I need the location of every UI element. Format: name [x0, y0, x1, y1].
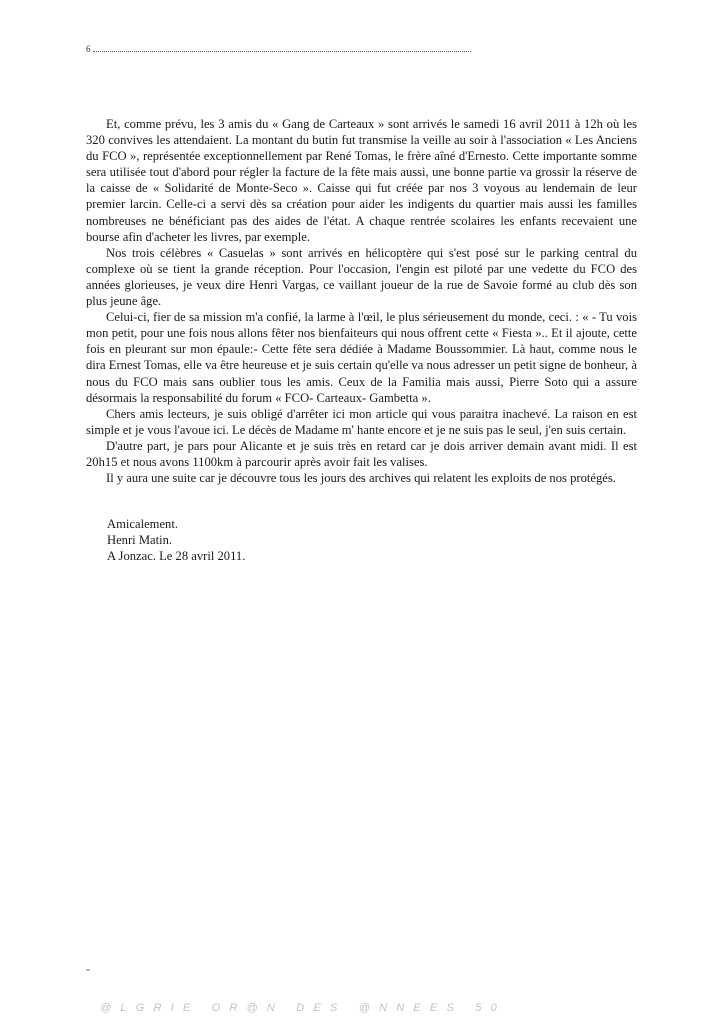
page-header — [86, 44, 471, 54]
paragraph: D'autre part, je pars pour Alicante et je suis très en retard car je dois arriver demain avant midi. Il est 20h15 et nous avons 1100km à parcourir après avoir fait les valises. — [86, 438, 637, 469]
paragraph: Nos trois célèbres « Casuelas » sont arrivés en hélicoptère qui s'est posé sur le parking central du complexe où se tient la grande réception. Pour l'occasion, l'engin est piloté par une vedette du FCO des années glorieuses, je veux dire Henri Vargas, ce vaillant joueur de la rue de Savoie formé au club dès son plus jeune âge. — [86, 245, 637, 309]
header-dotted-rule — [93, 51, 471, 52]
signature-block — [107, 516, 245, 564]
page-number: 6 — [86, 44, 91, 54]
signature-place-date: A Jonzac. Le 28 avril 2011. — [107, 549, 246, 564]
signature-author: Henri Matin. — [107, 533, 173, 548]
signature-closing: Amicalement. — [107, 517, 178, 531]
paragraph: Il y aura une suite car je découvre tous les jours des archives qui relatent les exploits de nos protégés. — [106, 471, 616, 486]
paragraph: Celui-ci, fier de sa mission m'a confié, la larme à l'œil, le plus sérieusement du monde, ceci. : « - Tu vois mon petit, pour une fois nous allons fêter nos bienfaiteurs qui nous offrent cette « Fiesta ».. Et il ajoute, cette fois en pleurant sur mon épaule:- Cette fête sera dédiée à Madame Boussommier. Là haut, comme nous le dira Ernest Tomas, elle va être heureuse et je suis certain qu'elle va nous adresser un petit signe de bonheur, à nous du FCO mais sans oublier tous les amis. Ceux de la Familia mais aussi, Pierre Soto qui a assure désormais la responsabilité du forum « FCO- Carteaux- Gambetta ». — [86, 310, 637, 405]
article-body — [86, 116, 637, 486]
paragraph: Et, comme prévu, les 3 amis du « Gang de Carteaux » sont arrivés le samedi 16 avril 2011 à 12h où les 320 convives les attendaient. La montant du butin fut transmise la veille au soir à l'association « Les Anciens du FCO », représentée exceptionnellement par René Tomas, le frère aîné d'Ernesto. Cette importante somme sera utilisée tout d'abord pour régler la facture de la fête mais aussi, une bonne partie va grossir la réserve de la caisse de « Solidarité de Monte-Seco ». Caisse qui fut créée par nos 3 voyous au lendemain de leur premier larcin. Celle-ci a servi dès sa création pour aider les indigents du quartier mais aussi les familles nombreuses ne bénéficiant pas des aides de l'état. A chaque rentrée scolaires les enfants recevaient une bourse afin d'acheter les livres, par exemple. — [86, 117, 637, 244]
footer-dash: - — [86, 962, 90, 976]
footer-watermark: @LGRIE OR@N DES @NNEES 50 — [100, 1002, 506, 1014]
paragraph: Chers amis lecteurs, je suis obligé d'arrêter ici mon article qui vous paraitra inachevé. La raison en est simple et je vous l'avoue ici. Le décès de Madame m' hante encore et je ne suis pas le seul, j'en suis certain. — [86, 406, 637, 437]
